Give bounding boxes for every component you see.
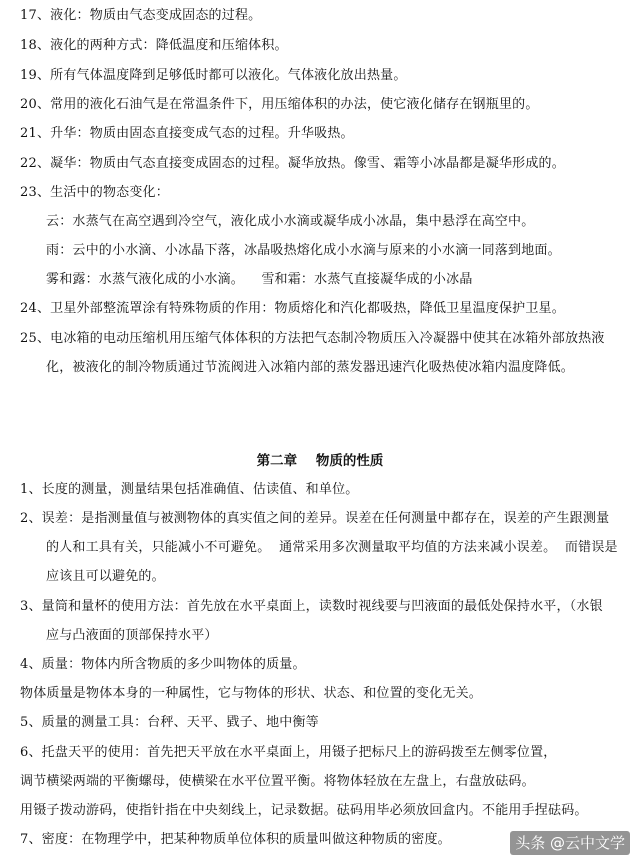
ch2-item-4: 4、质量：物体内所含物质的多少叫物体的质量。 — [20, 657, 306, 672]
item-25: 25、电冰箱的电动压缩机用压缩气体体积的方法把气态制冷物质压入冷凝器中使其在冰箱外部放热液 — [20, 331, 605, 346]
ch2-item-3: 3、量筒和量杯的使用方法：首先放在水平桌面上，读数时视线要与凹液面的最低处保持水平，（水银 — [20, 599, 603, 614]
ch2-item-1: 1、长度的测量，测量结果包括准确值、估读值、和单位。 — [20, 482, 359, 497]
chapter-title: 第二章 物质的性质 — [256, 453, 384, 469]
ch2-item-2: 2、误差：是指测量值与被测物体的真实值之间的差异。误差在任何测量中都存在，误差的产生跟测量 — [20, 511, 610, 526]
ch2-item-3-line2: 应与凸液面的顶部保持水平） — [46, 628, 218, 643]
ch2-item-4-note: 物体质量是物体本身的一种属性，它与物体的形状、状态、和位置的变化无关。 — [20, 686, 483, 701]
item-19: 19、所有气体温度降到足够低时都可以液化。气体液化放出热量。 — [20, 68, 407, 83]
ch2-item-6-line3: 用镊子拨动游码，使指针指在中央刻线上，记录数据。砝码用毕必须放回盒内。不能用手捏砝码。 — [20, 803, 588, 818]
item-22: 22、凝华：物质由气态直接变成固态的过程。凝华放热。像雪、霜等小冰晶都是凝华形成的。 — [20, 156, 565, 171]
item-24: 24、卫星外部整流罩涂有特殊物质的作用：物质熔化和汽化都吸热，降低卫星温度保护卫星。 — [20, 301, 565, 316]
ch2-item-6-line2: 调节横梁两端的平衡螺母，使横梁在水平位置平衡。将物体轻放在左盘上，右盘放砝码。 — [20, 774, 535, 789]
ch2-item-2-line2: 的人和工具有关，只能减小不可避免。 通常采用多次测量取平均值的方法来减小误差。 而错误是 — [46, 540, 618, 555]
watermark-badge: 头条 @云中文学 — [510, 831, 630, 855]
item-17: 17、液化：物质由气态变成固态的过程。 — [20, 8, 262, 23]
item-21: 21、升华：物质由固态直接变成气态的过程。升华吸热。 — [20, 126, 354, 141]
item-23-fog-frost: 雾和露：水蒸气液化成的小水滴。 雪和霜：水蒸气直接凝华成的小冰晶 — [46, 272, 473, 287]
item-25-continued: 化，被液化的制冷物质通过节流阀进入冰箱内部的蒸发器迅速汽化吸热使冰箱内温度降低。 — [46, 360, 575, 375]
item-23-rain: 雨：云中的小水滴、小冰晶下落，冰晶吸热熔化成小水滴与原来的小水滴一同落到地面。 — [46, 243, 561, 258]
item-23-cloud: 云：水蒸气在高空遇到冷空气，液化成小水滴或凝华成小冰晶，集中悬浮在高空中。 — [46, 214, 535, 229]
item-23: 23、生活中的物态变化： — [20, 185, 169, 200]
ch2-item-7: 7、密度：在物理学中，把某种物质单位体积的质量叫做这种物质的密度。 — [20, 832, 451, 847]
item-20: 20、常用的液化石油气是在常温条件下，用压缩体积的办法，使它液化储存在钢瓶里的。 — [20, 97, 539, 112]
item-18: 18、液化的两种方式：降低温度和压缩体积。 — [20, 38, 288, 53]
ch2-item-5: 5、质量的测量工具：台秤、天平、戥子、地中衡等 — [20, 715, 319, 730]
ch2-item-6: 6、托盘天平的使用：首先把天平放在水平桌面上，用镊子把标尺上的游码拨至左侧零位置， — [20, 745, 557, 760]
ch2-item-2-line3: 应该且可以避免的。 — [46, 569, 165, 584]
